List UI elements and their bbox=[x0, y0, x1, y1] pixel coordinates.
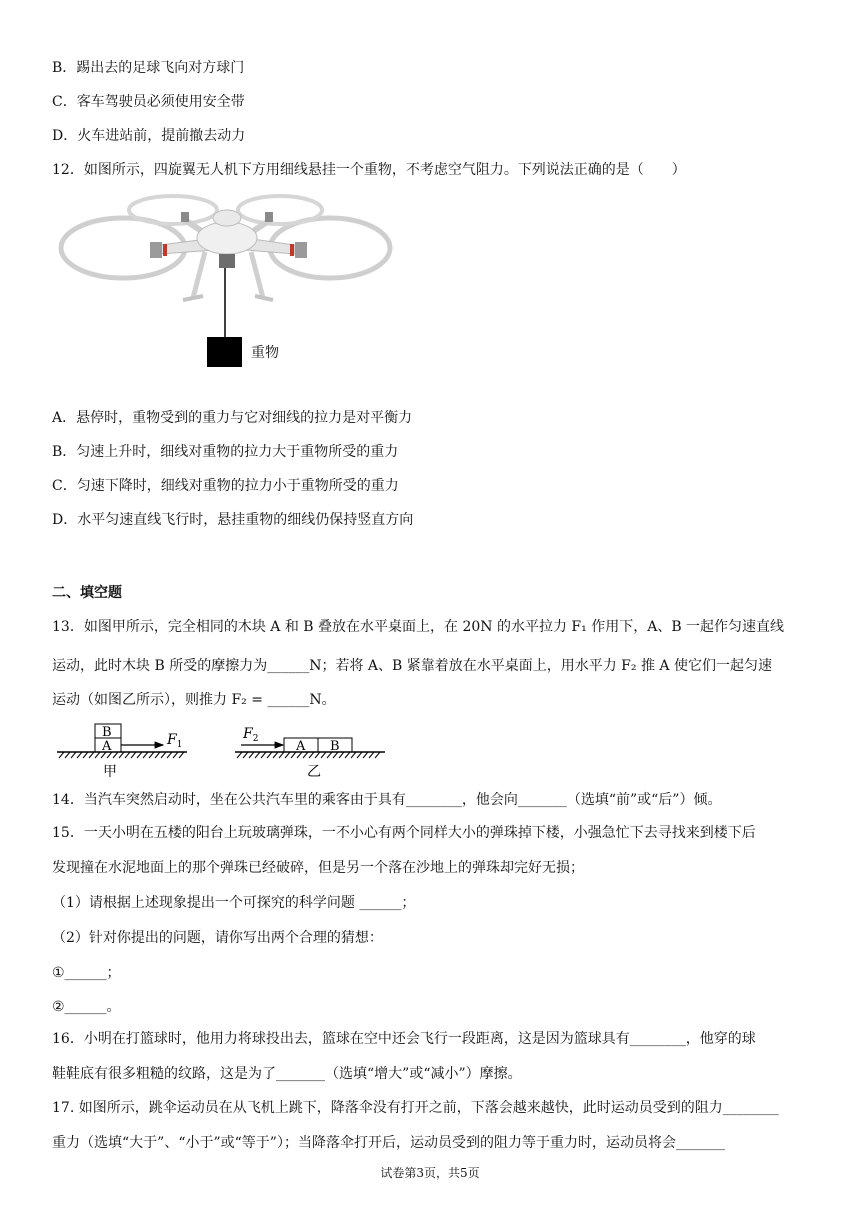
q11-option-d: D．火车进站前，提前撤去动力 bbox=[52, 128, 246, 144]
weight-label: 重物 bbox=[251, 345, 279, 361]
q15-sub-1: （1）请根据上述现象提出一个可探究的科学问题 ______； bbox=[52, 895, 416, 911]
q12-option-b: B．匀速上升时，细线对重物的拉力大于重物所受的重力 bbox=[52, 444, 399, 460]
force-f2-label: $F_2$ bbox=[243, 726, 259, 744]
q13-line-2: 运动，此时木块 B 所受的摩擦力为______N；若将 A、B 紧靠着放在水平桌面上，用水平力 F₂ 推 A 使它们一起匀速 bbox=[52, 658, 772, 674]
q13-figures bbox=[55, 718, 395, 780]
q15-guess-2: ②______。 bbox=[52, 999, 121, 1015]
q12-stem: 12．如图所示，四旋翼无人机下方用细线悬挂一个重物，不考虑空气阻力。下列说法正确的是（ ） bbox=[52, 162, 686, 178]
q15-guess-1: ①______； bbox=[52, 965, 121, 981]
q11-option-c: C．客车驾驶员必须使用安全带 bbox=[52, 94, 245, 110]
q16-line-2: 鞋鞋底有很多粗糙的纹路，这是为了_______（选填“增大”或“减小”）摩擦。 bbox=[52, 1066, 522, 1082]
block-b-label: B bbox=[102, 725, 112, 740]
drone-figure bbox=[55, 190, 395, 380]
q13-line-3: 运动（如图乙所示），则推力 F₂ = ______N。 bbox=[52, 692, 336, 708]
caption-yi: 乙 bbox=[307, 764, 321, 780]
block-b2-label: B bbox=[330, 739, 340, 754]
q16-line-1: 16．小明在打篮球时，他用力将球投出去，篮球在空中还会飞行一段距离，这是因为篮球具有________，他穿的球 bbox=[52, 1031, 756, 1047]
q15-line-2: 发现撞在水泥地面上的那个弹珠已经破碎，但是另一个落在沙地上的弹珠却完好无损； bbox=[52, 860, 584, 876]
q15-line-1: 15．一天小明在五楼的阳台上玩玻璃弹珠，一不小心有两个同样大小的弹珠掉下楼，小强急忙下去寻找来到楼下后 bbox=[52, 825, 756, 841]
q13-line-1: 13．如图甲所示，完全相同的木块 A 和 B 叠放在水平桌面上，在 20N 的水平拉力 F₁ 作用下，A、B 一起作匀速直线 bbox=[52, 619, 785, 635]
q12-option-d: D．水平匀速直线飞行时，悬挂重物的细线仍保持竖直方向 bbox=[52, 512, 414, 528]
q14-text: 14．当汽车突然启动时，坐在公共汽车里的乘客由于具有________，他会向_______（选填“前”或“后”）倾。 bbox=[52, 792, 722, 808]
q11-option-b: B．踢出去的足球飞向对方球门 bbox=[52, 60, 245, 76]
q17-line-1: 17. 如图所示，跳伞运动员在从飞机上跳下，降落伞没有打开之前，下落会越来越快，此时运动员受到的阻力________ bbox=[52, 1100, 779, 1116]
block-a2-label: A bbox=[296, 739, 306, 754]
q12-option-c: C．匀速下降时，细线对重物的拉力小于重物所受的重力 bbox=[52, 478, 399, 494]
force-f1-label: $F_1$ bbox=[167, 732, 183, 750]
q15-sub-2: （2）针对你提出的问题，请你写出两个合理的猜想： bbox=[52, 930, 383, 946]
block-a-label: A bbox=[102, 739, 112, 754]
q17-line-2: 重力（选填“大于”、“小于”或“等于”）；当降落伞打开后，运动员受到的阻力等于重力时，运动员将会_______ bbox=[52, 1135, 725, 1151]
figure-yi bbox=[235, 726, 385, 780]
q12-option-a: A．悬停时，重物受到的重力与它对细线的拉力是对平衡力 bbox=[52, 410, 413, 426]
section-title: 二、填空题 bbox=[52, 585, 122, 601]
caption-jia: 甲 bbox=[103, 764, 117, 780]
figure-jia bbox=[57, 724, 187, 780]
weight-block bbox=[207, 337, 242, 367]
page-footer: 试卷第3页，共5页 bbox=[380, 1166, 480, 1180]
